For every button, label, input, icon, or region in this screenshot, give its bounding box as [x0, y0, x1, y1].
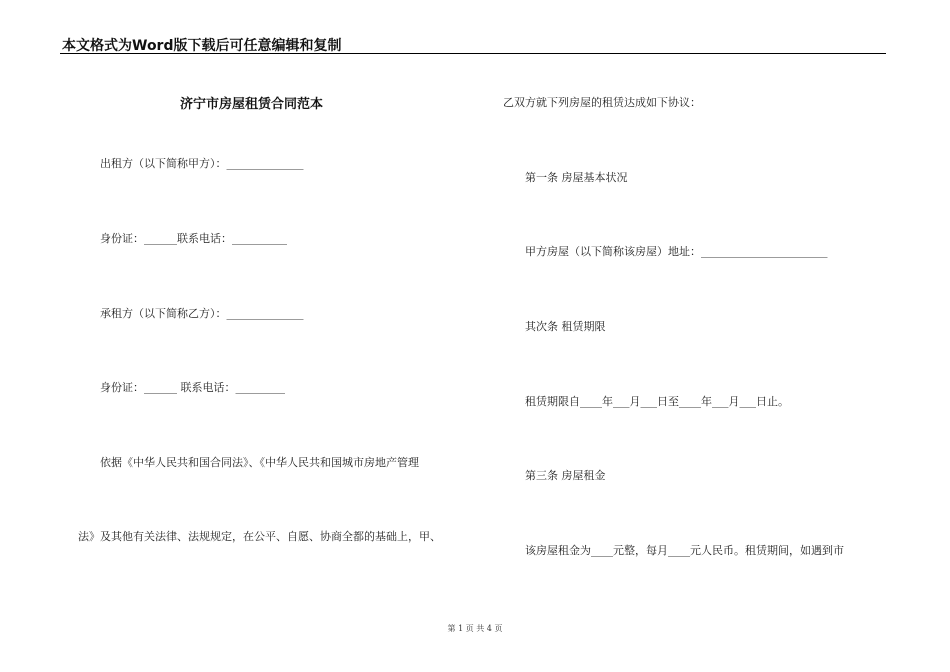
lessee-id-phone-line: 身份证：______ 联系电话：_________	[100, 381, 285, 394]
article-1-heading: 第一条 房屋基本状况	[525, 171, 628, 184]
lease-term-line: 租赁期限自____年___月___日至____年___月___日止。	[525, 395, 789, 408]
lessor-id-phone-line: 身份证：______联系电话：__________	[100, 232, 287, 245]
article-3-heading: 第三条 房屋租金	[525, 469, 606, 482]
property-address-line: 甲方房屋（以下简称该房屋）地址：_______________________	[525, 245, 828, 258]
lessee-line: 承租方（以下简称乙方）：______________	[100, 307, 304, 320]
download-notice-banner: 本文格式为Word版下载后可任意编辑和复制	[62, 38, 342, 54]
legal-basis-line-1: 依据《中华人民共和国合同法》、《中华人民共和国城市房地产管理	[100, 456, 419, 469]
agreement-intro-line: 乙双方就下列房屋的租赁达成如下协议：	[503, 96, 701, 109]
legal-basis-line-2: 法》及其他有关法律、法规规定，在公平、自愿、协商全都的基础上，甲、	[78, 530, 441, 543]
header-divider	[60, 53, 886, 54]
rent-amount-line: 该房屋租金为____元整，每月____元人民币。租赁期间，如遇到市	[525, 544, 844, 557]
page-number: 第 1 页 共 4 页	[447, 624, 503, 633]
document-title: 济宁市房屋租赁合同范本	[180, 97, 324, 112]
lessor-line: 出租方（以下简称甲方）：______________	[100, 157, 304, 170]
article-2-heading: 其次条 租赁期限	[525, 320, 606, 333]
